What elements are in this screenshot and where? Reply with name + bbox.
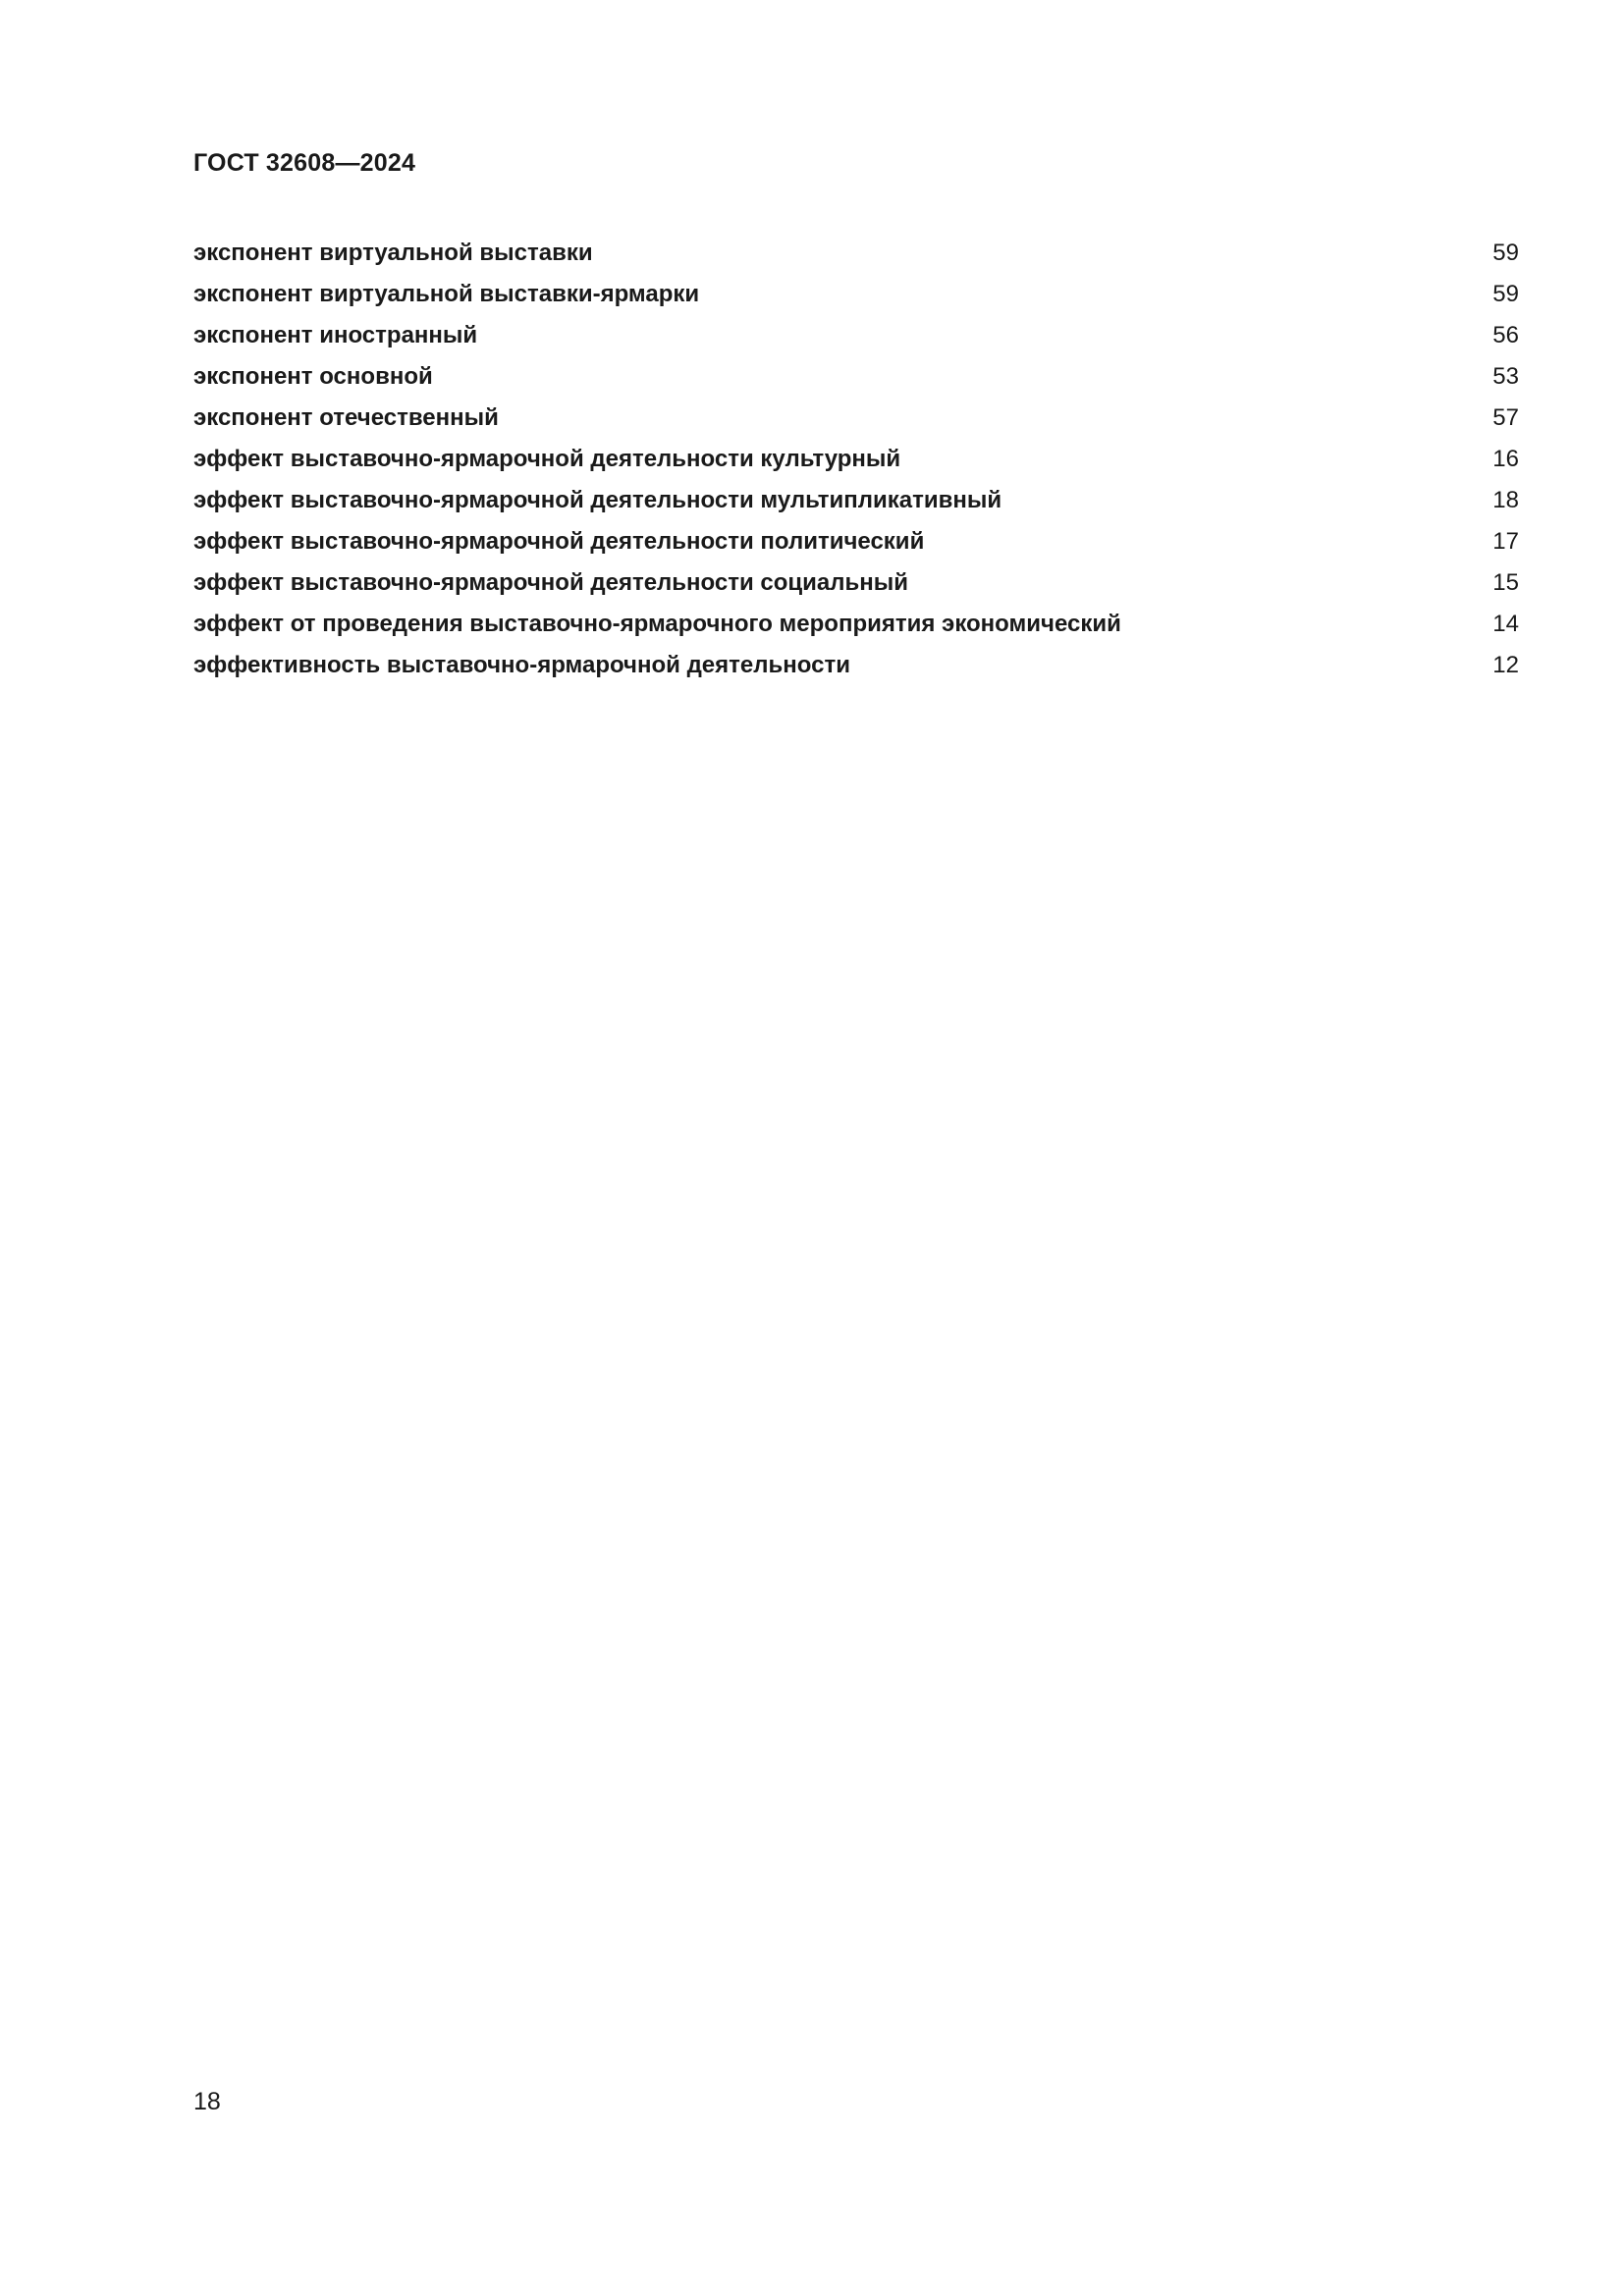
alphabetical-index [193, 238, 1519, 691]
index-term: эффект выставочно-ярмарочной деятельности культурный [193, 446, 901, 472]
index-term: экспонент виртуальной выставки-ярмарки [193, 281, 700, 307]
index-term: экспонент основной [193, 363, 433, 390]
index-entry [193, 320, 1519, 361]
index-term: эффект выставочно-ярмарочной деятельности политический [193, 528, 925, 555]
index-entry [193, 402, 1519, 444]
index-page-ref: 14 [1492, 611, 1519, 637]
index-page-ref: 15 [1492, 569, 1519, 596]
index-term: экспонент иностранный [193, 322, 478, 348]
index-page-ref: 53 [1492, 363, 1519, 390]
index-page-ref: 59 [1492, 281, 1519, 307]
index-entry [193, 361, 1519, 402]
index-entry [193, 650, 1519, 691]
index-term: эффективность выставочно-ярмарочной деятельности [193, 652, 850, 678]
index-term: эффект от проведения выставочно-ярмарочного мероприятия экономический [193, 611, 1121, 637]
index-entry [193, 485, 1519, 526]
index-page-ref: 12 [1492, 652, 1519, 678]
index-page-ref: 18 [1492, 487, 1519, 513]
index-page-ref: 59 [1492, 240, 1519, 266]
index-term: эффект выставочно-ярмарочной деятельности социальный [193, 569, 909, 596]
index-entry [193, 609, 1519, 650]
index-term: экспонент виртуальной выставки [193, 240, 593, 266]
index-term: эффект выставочно-ярмарочной деятельности мультипликативный [193, 487, 1002, 513]
index-entry [193, 444, 1519, 485]
index-entry [193, 238, 1519, 279]
document-header: ГОСТ 32608—2024 [193, 149, 416, 177]
index-entry [193, 567, 1519, 609]
index-entry [193, 526, 1519, 567]
page-number: 18 [193, 2088, 221, 2115]
index-page-ref: 57 [1492, 404, 1519, 431]
index-term: экспонент отечественный [193, 404, 499, 431]
index-page-ref: 16 [1492, 446, 1519, 472]
index-entry [193, 279, 1519, 320]
index-page-ref: 17 [1492, 528, 1519, 555]
index-page-ref: 56 [1492, 322, 1519, 348]
